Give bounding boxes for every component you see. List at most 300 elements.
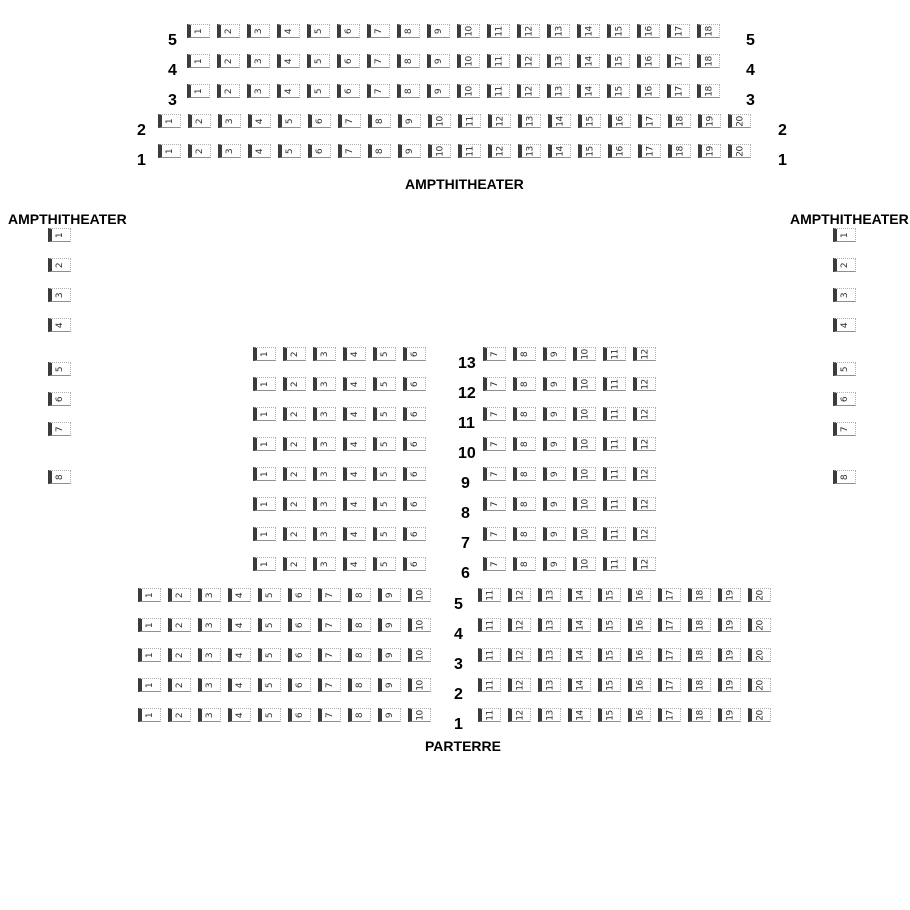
seat[interactable]	[628, 708, 651, 722]
seat[interactable]	[833, 228, 856, 242]
seat[interactable]	[633, 407, 656, 421]
seat[interactable]	[457, 54, 480, 68]
seat[interactable]	[427, 24, 450, 38]
seat[interactable]	[483, 527, 506, 541]
seat[interactable]	[343, 347, 366, 361]
seat[interactable]	[373, 557, 396, 571]
seat[interactable]	[658, 618, 681, 632]
seat[interactable]	[638, 114, 661, 128]
seat[interactable]	[218, 114, 241, 128]
seat[interactable]	[337, 54, 360, 68]
seat[interactable]	[573, 497, 596, 511]
seat[interactable]	[697, 54, 720, 68]
seat[interactable]	[547, 24, 570, 38]
seat[interactable]	[403, 467, 426, 481]
seat[interactable]	[318, 648, 341, 662]
seat[interactable]	[228, 618, 251, 632]
seat[interactable]	[517, 84, 540, 98]
seat[interactable]	[543, 377, 566, 391]
seat[interactable]	[608, 114, 631, 128]
seat[interactable]	[513, 437, 536, 451]
seat[interactable]	[258, 708, 281, 722]
seat[interactable]	[338, 144, 361, 158]
seat[interactable]	[427, 84, 450, 98]
seat[interactable]	[318, 618, 341, 632]
seat[interactable]	[278, 144, 301, 158]
seat[interactable]	[513, 497, 536, 511]
seat[interactable]	[283, 467, 306, 481]
seat[interactable]	[373, 437, 396, 451]
seat[interactable]	[313, 407, 336, 421]
seat[interactable]	[283, 437, 306, 451]
seat[interactable]	[603, 347, 626, 361]
seat[interactable]	[718, 618, 741, 632]
seat[interactable]	[283, 347, 306, 361]
seat[interactable]	[168, 588, 191, 602]
seat[interactable]	[728, 144, 751, 158]
seat[interactable]	[833, 258, 856, 272]
seat[interactable]	[688, 588, 711, 602]
seat[interactable]	[247, 54, 270, 68]
seat[interactable]	[48, 258, 71, 272]
seat[interactable]	[538, 588, 561, 602]
seat[interactable]	[483, 497, 506, 511]
seat[interactable]	[573, 347, 596, 361]
seat[interactable]	[548, 144, 571, 158]
seat[interactable]	[253, 407, 276, 421]
seat[interactable]	[633, 497, 656, 511]
seat[interactable]	[748, 678, 771, 692]
seat[interactable]	[408, 618, 431, 632]
seat[interactable]	[283, 527, 306, 541]
seat[interactable]	[253, 467, 276, 481]
seat[interactable]	[307, 84, 330, 98]
seat[interactable]	[543, 467, 566, 481]
seat[interactable]	[607, 84, 630, 98]
seat[interactable]	[573, 407, 596, 421]
seat[interactable]	[138, 708, 161, 722]
seat[interactable]	[633, 377, 656, 391]
seat[interactable]	[408, 588, 431, 602]
seat[interactable]	[337, 24, 360, 38]
seat[interactable]	[248, 114, 271, 128]
seat[interactable]	[577, 84, 600, 98]
seat[interactable]	[513, 557, 536, 571]
seat[interactable]	[428, 114, 451, 128]
seat[interactable]	[607, 24, 630, 38]
seat[interactable]	[373, 377, 396, 391]
seat[interactable]	[198, 618, 221, 632]
seat[interactable]	[508, 708, 531, 722]
seat[interactable]	[158, 144, 181, 158]
seat[interactable]	[458, 144, 481, 158]
seat[interactable]	[283, 407, 306, 421]
seat[interactable]	[138, 618, 161, 632]
seat[interactable]	[397, 84, 420, 98]
seat[interactable]	[628, 648, 651, 662]
seat[interactable]	[833, 362, 856, 376]
seat[interactable]	[373, 467, 396, 481]
seat[interactable]	[573, 527, 596, 541]
seat[interactable]	[307, 54, 330, 68]
seat[interactable]	[258, 678, 281, 692]
seat[interactable]	[543, 407, 566, 421]
seat[interactable]	[633, 437, 656, 451]
seat[interactable]	[373, 347, 396, 361]
seat[interactable]	[247, 84, 270, 98]
seat[interactable]	[283, 557, 306, 571]
seat[interactable]	[397, 24, 420, 38]
seat[interactable]	[48, 470, 71, 484]
seat[interactable]	[283, 497, 306, 511]
seat[interactable]	[198, 588, 221, 602]
seat[interactable]	[718, 708, 741, 722]
seat[interactable]	[488, 144, 511, 158]
seat[interactable]	[598, 588, 621, 602]
seat[interactable]	[478, 648, 501, 662]
seat[interactable]	[278, 114, 301, 128]
seat[interactable]	[48, 228, 71, 242]
seat[interactable]	[578, 114, 601, 128]
seat[interactable]	[573, 437, 596, 451]
seat[interactable]	[313, 377, 336, 391]
seat[interactable]	[277, 84, 300, 98]
seat[interactable]	[543, 557, 566, 571]
seat[interactable]	[517, 54, 540, 68]
seat[interactable]	[313, 347, 336, 361]
seat[interactable]	[343, 557, 366, 571]
seat[interactable]	[598, 708, 621, 722]
seat[interactable]	[508, 618, 531, 632]
seat[interactable]	[568, 588, 591, 602]
seat[interactable]	[367, 24, 390, 38]
seat[interactable]	[628, 678, 651, 692]
seat[interactable]	[378, 648, 401, 662]
seat[interactable]	[487, 84, 510, 98]
seat[interactable]	[168, 618, 191, 632]
seat[interactable]	[633, 527, 656, 541]
seat[interactable]	[833, 470, 856, 484]
seat[interactable]	[318, 678, 341, 692]
seat[interactable]	[637, 54, 660, 68]
seat[interactable]	[343, 497, 366, 511]
seat[interactable]	[543, 527, 566, 541]
seat[interactable]	[718, 588, 741, 602]
seat[interactable]	[427, 54, 450, 68]
seat[interactable]	[543, 347, 566, 361]
seat[interactable]	[718, 648, 741, 662]
seat[interactable]	[187, 84, 210, 98]
seat[interactable]	[518, 114, 541, 128]
seat[interactable]	[48, 422, 71, 436]
seat[interactable]	[217, 24, 240, 38]
seat[interactable]	[603, 407, 626, 421]
seat[interactable]	[313, 437, 336, 451]
seat[interactable]	[313, 497, 336, 511]
seat[interactable]	[168, 648, 191, 662]
seat[interactable]	[598, 648, 621, 662]
seat[interactable]	[513, 527, 536, 541]
seat[interactable]	[508, 678, 531, 692]
seat[interactable]	[543, 437, 566, 451]
seat[interactable]	[313, 527, 336, 541]
seat[interactable]	[573, 377, 596, 391]
seat[interactable]	[367, 54, 390, 68]
seat[interactable]	[253, 437, 276, 451]
seat[interactable]	[428, 144, 451, 158]
seat[interactable]	[253, 497, 276, 511]
seat[interactable]	[658, 648, 681, 662]
seat[interactable]	[573, 467, 596, 481]
seat[interactable]	[513, 377, 536, 391]
seat[interactable]	[748, 708, 771, 722]
seat[interactable]	[538, 678, 561, 692]
seat[interactable]	[48, 318, 71, 332]
seat[interactable]	[658, 708, 681, 722]
seat[interactable]	[697, 84, 720, 98]
seat[interactable]	[158, 114, 181, 128]
seat[interactable]	[228, 678, 251, 692]
seat[interactable]	[568, 708, 591, 722]
seat[interactable]	[258, 618, 281, 632]
seat[interactable]	[348, 648, 371, 662]
seat[interactable]	[288, 708, 311, 722]
seat[interactable]	[518, 144, 541, 158]
seat[interactable]	[457, 84, 480, 98]
seat[interactable]	[378, 588, 401, 602]
seat[interactable]	[698, 144, 721, 158]
seat[interactable]	[288, 678, 311, 692]
seat[interactable]	[633, 557, 656, 571]
seat[interactable]	[543, 497, 566, 511]
seat[interactable]	[408, 708, 431, 722]
seat[interactable]	[403, 557, 426, 571]
seat[interactable]	[667, 84, 690, 98]
seat[interactable]	[547, 84, 570, 98]
seat[interactable]	[633, 467, 656, 481]
seat[interactable]	[198, 678, 221, 692]
seat[interactable]	[138, 648, 161, 662]
seat[interactable]	[608, 144, 631, 158]
seat[interactable]	[697, 24, 720, 38]
seat[interactable]	[457, 24, 480, 38]
seat[interactable]	[538, 648, 561, 662]
seat[interactable]	[667, 24, 690, 38]
seat[interactable]	[403, 347, 426, 361]
seat[interactable]	[408, 678, 431, 692]
seat[interactable]	[343, 527, 366, 541]
seat[interactable]	[548, 114, 571, 128]
seat[interactable]	[403, 527, 426, 541]
seat[interactable]	[478, 588, 501, 602]
seat[interactable]	[573, 557, 596, 571]
seat[interactable]	[748, 648, 771, 662]
seat[interactable]	[483, 407, 506, 421]
seat[interactable]	[348, 618, 371, 632]
seat[interactable]	[397, 54, 420, 68]
seat[interactable]	[343, 407, 366, 421]
seat[interactable]	[373, 527, 396, 541]
seat[interactable]	[288, 588, 311, 602]
seat[interactable]	[318, 708, 341, 722]
seat[interactable]	[478, 708, 501, 722]
seat[interactable]	[138, 588, 161, 602]
seat[interactable]	[373, 407, 396, 421]
seat[interactable]	[483, 437, 506, 451]
seat[interactable]	[253, 347, 276, 361]
seat[interactable]	[247, 24, 270, 38]
seat[interactable]	[508, 588, 531, 602]
seat[interactable]	[598, 618, 621, 632]
seat[interactable]	[748, 588, 771, 602]
seat[interactable]	[403, 377, 426, 391]
seat[interactable]	[568, 648, 591, 662]
seat[interactable]	[483, 467, 506, 481]
seat[interactable]	[378, 678, 401, 692]
seat[interactable]	[403, 437, 426, 451]
seat[interactable]	[48, 362, 71, 376]
seat[interactable]	[688, 678, 711, 692]
seat[interactable]	[458, 114, 481, 128]
seat[interactable]	[658, 588, 681, 602]
seat[interactable]	[228, 588, 251, 602]
seat[interactable]	[668, 114, 691, 128]
seat[interactable]	[633, 347, 656, 361]
seat[interactable]	[408, 648, 431, 662]
seat[interactable]	[307, 24, 330, 38]
seat[interactable]	[198, 648, 221, 662]
seat[interactable]	[538, 708, 561, 722]
seat[interactable]	[578, 144, 601, 158]
seat[interactable]	[318, 588, 341, 602]
seat[interactable]	[508, 648, 531, 662]
seat[interactable]	[833, 288, 856, 302]
seat[interactable]	[603, 467, 626, 481]
seat[interactable]	[483, 377, 506, 391]
seat[interactable]	[48, 392, 71, 406]
seat[interactable]	[628, 588, 651, 602]
seat[interactable]	[248, 144, 271, 158]
seat[interactable]	[277, 24, 300, 38]
seat[interactable]	[403, 497, 426, 511]
seat[interactable]	[603, 527, 626, 541]
seat[interactable]	[833, 392, 856, 406]
seat[interactable]	[568, 678, 591, 692]
seat[interactable]	[348, 588, 371, 602]
seat[interactable]	[253, 377, 276, 391]
seat[interactable]	[577, 54, 600, 68]
seat[interactable]	[517, 24, 540, 38]
seat[interactable]	[308, 144, 331, 158]
seat[interactable]	[277, 54, 300, 68]
seat[interactable]	[198, 708, 221, 722]
seat[interactable]	[283, 377, 306, 391]
seat[interactable]	[688, 618, 711, 632]
seat[interactable]	[748, 618, 771, 632]
seat[interactable]	[217, 54, 240, 68]
seat[interactable]	[337, 84, 360, 98]
seat[interactable]	[628, 618, 651, 632]
seat[interactable]	[368, 144, 391, 158]
seat[interactable]	[218, 144, 241, 158]
seat[interactable]	[313, 467, 336, 481]
seat[interactable]	[398, 144, 421, 158]
seat[interactable]	[603, 377, 626, 391]
seat[interactable]	[718, 678, 741, 692]
seat[interactable]	[603, 437, 626, 451]
seat[interactable]	[637, 84, 660, 98]
seat[interactable]	[253, 557, 276, 571]
seat[interactable]	[187, 24, 210, 38]
seat[interactable]	[288, 648, 311, 662]
seat[interactable]	[638, 144, 661, 158]
seat[interactable]	[547, 54, 570, 68]
seat[interactable]	[187, 54, 210, 68]
seat[interactable]	[688, 648, 711, 662]
seat[interactable]	[313, 557, 336, 571]
seat[interactable]	[253, 527, 276, 541]
seat[interactable]	[367, 84, 390, 98]
seat[interactable]	[607, 54, 630, 68]
seat[interactable]	[188, 114, 211, 128]
seat[interactable]	[48, 288, 71, 302]
seat[interactable]	[308, 114, 331, 128]
seat[interactable]	[368, 114, 391, 128]
seat[interactable]	[833, 422, 856, 436]
seat[interactable]	[513, 347, 536, 361]
seat[interactable]	[188, 144, 211, 158]
seat[interactable]	[598, 678, 621, 692]
seat[interactable]	[338, 114, 361, 128]
seat[interactable]	[168, 678, 191, 692]
seat[interactable]	[658, 678, 681, 692]
seat[interactable]	[637, 24, 660, 38]
seat[interactable]	[478, 678, 501, 692]
seat[interactable]	[487, 54, 510, 68]
seat[interactable]	[398, 114, 421, 128]
seat[interactable]	[603, 497, 626, 511]
seat[interactable]	[168, 708, 191, 722]
seat[interactable]	[513, 407, 536, 421]
seat[interactable]	[403, 407, 426, 421]
seat[interactable]	[373, 497, 396, 511]
seat[interactable]	[538, 618, 561, 632]
seat[interactable]	[513, 467, 536, 481]
seat[interactable]	[488, 114, 511, 128]
seat[interactable]	[833, 318, 856, 332]
seat[interactable]	[228, 708, 251, 722]
seat[interactable]	[348, 678, 371, 692]
seat[interactable]	[577, 24, 600, 38]
seat[interactable]	[343, 467, 366, 481]
seat[interactable]	[478, 618, 501, 632]
seat[interactable]	[343, 377, 366, 391]
seat[interactable]	[728, 114, 751, 128]
seat[interactable]	[378, 708, 401, 722]
seat[interactable]	[138, 678, 161, 692]
seat[interactable]	[258, 588, 281, 602]
seat[interactable]	[483, 557, 506, 571]
seat[interactable]	[228, 648, 251, 662]
seat[interactable]	[288, 618, 311, 632]
seat[interactable]	[258, 648, 281, 662]
seat[interactable]	[667, 54, 690, 68]
seat[interactable]	[343, 437, 366, 451]
seat[interactable]	[217, 84, 240, 98]
seat[interactable]	[668, 144, 691, 158]
seat[interactable]	[378, 618, 401, 632]
seat[interactable]	[483, 347, 506, 361]
